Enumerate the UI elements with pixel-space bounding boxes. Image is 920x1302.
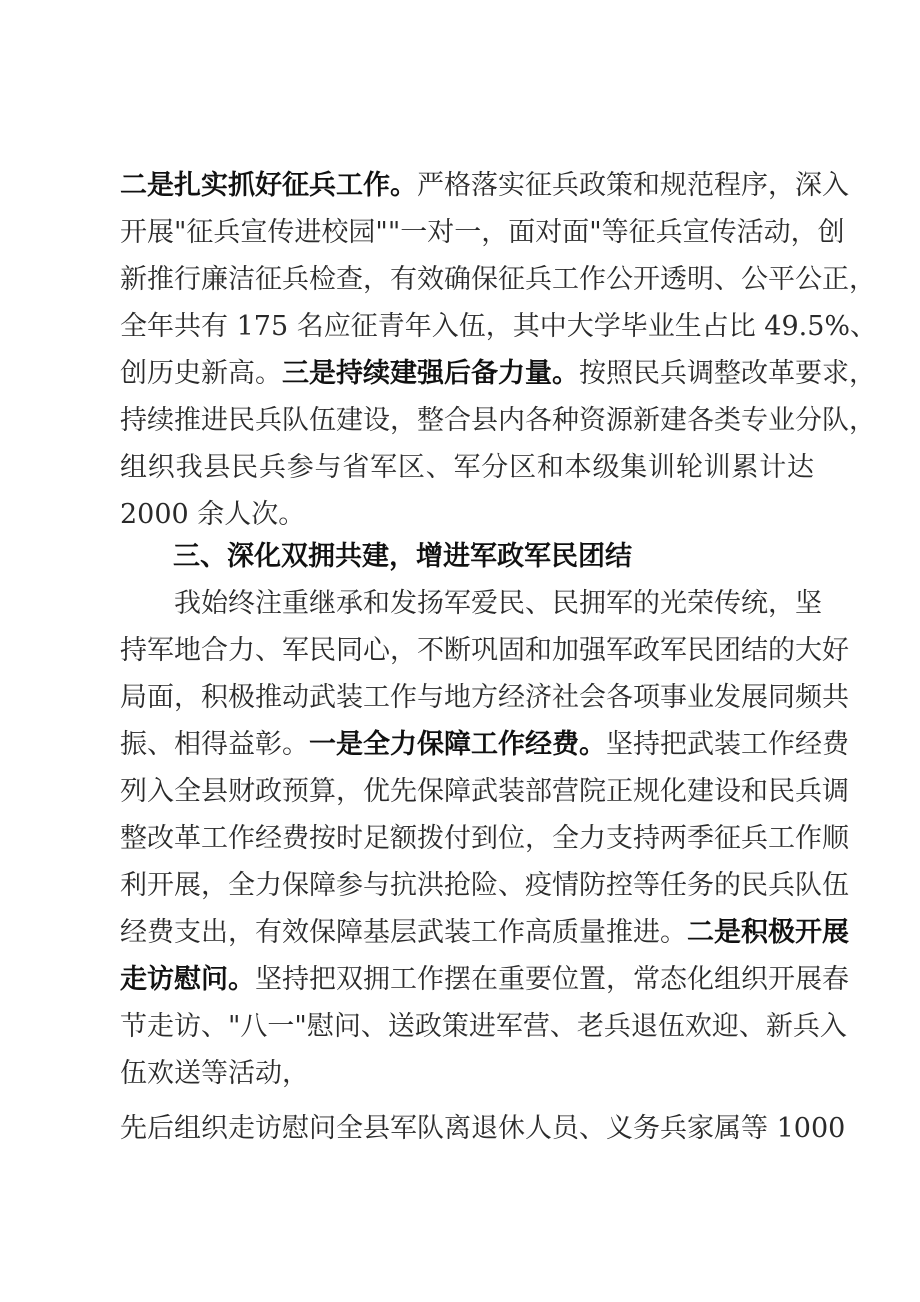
text-run: 坚持把武装工作经费: [606, 729, 849, 760]
paragraph-line: 整改革工作经费按时足额拨付到位，全力支持两季征兵工作顺: [120, 823, 849, 854]
bold-lead-phrase: 一是全力保障工作经费。: [309, 729, 606, 760]
section-heading: 三、深化双拥共建，增进军政军民团结: [173, 541, 632, 572]
bold-lead-phrase: 二是扎实抓好征兵工作。: [120, 170, 417, 201]
text-run: 坚持把双拥工作摆在重要位置，常态化组织开展春: [255, 964, 849, 995]
paragraph-line: 全年共有 175 名应征青年入伍，其中大学毕业生占比 49.5%、: [120, 311, 878, 342]
text-run: 严格落实征兵政策和规范程序，深入: [417, 170, 849, 201]
bold-lead-phrase: 三是持续建强后备力量。: [282, 358, 579, 389]
paragraph-line: [120, 357, 876, 391]
bold-lead-phrase: 走访慰问。: [120, 964, 255, 995]
paragraph-line: 持续推进民兵队伍建设，整合县内各种资源新建各类专业分队，: [120, 405, 876, 436]
paragraph-first-line: 我始终注重继承和发扬军爱民、民拥军的光荣传统，坚: [174, 588, 822, 619]
paragraph-line: 持军地合力、军民同心，不断巩固和加强军政军民团结的大好: [120, 635, 849, 666]
paragraph-line: 利开展，全力保障参与抗洪抢险、疫情防控等任务的民兵队伍: [120, 870, 849, 901]
text-run: 经费支出，有效保障基层武装工作高质量推进。: [120, 917, 687, 948]
paragraph-line: [120, 728, 849, 762]
text-run: 按照民兵调整改革要求，: [579, 358, 876, 389]
paragraph-line: 2000 余人次。: [120, 499, 306, 530]
paragraph-line: [120, 916, 849, 950]
paragraph-line: 开展"征兵宣传进校园""一对一，面对面"等征兵宣传活动，创: [120, 217, 845, 248]
paragraph-line: 节走访、"八一"慰问、送政策进军营、老兵退伍欢迎、新兵入: [120, 1011, 847, 1042]
text-run: 创历史新高。: [120, 358, 282, 389]
paragraph-line: [120, 963, 849, 997]
paragraph-line: 组织我县民兵参与省军区、军分区和本级集训轮训累计达: [120, 452, 814, 483]
text-run: 振、相得益彰。: [120, 729, 309, 760]
paragraph-line: 先后组织走访慰问全县军队离退休人员、义务兵家属等 1000: [120, 1113, 846, 1144]
paragraph-line: [120, 169, 849, 203]
paragraph-line: 列入全县财政预算，优先保障武装部营院正规化建设和民兵调: [120, 776, 849, 807]
paragraph-line: 伍欢送等活动，: [120, 1058, 309, 1089]
bold-lead-phrase: 二是积极开展: [687, 917, 849, 948]
paragraph-line: 局面，积极推动武装工作与地方经济社会各项事业发展同频共: [120, 682, 849, 713]
paragraph-line: 新推行廉洁征兵检查，有效确保征兵工作公开透明、公平公正，: [120, 264, 876, 295]
